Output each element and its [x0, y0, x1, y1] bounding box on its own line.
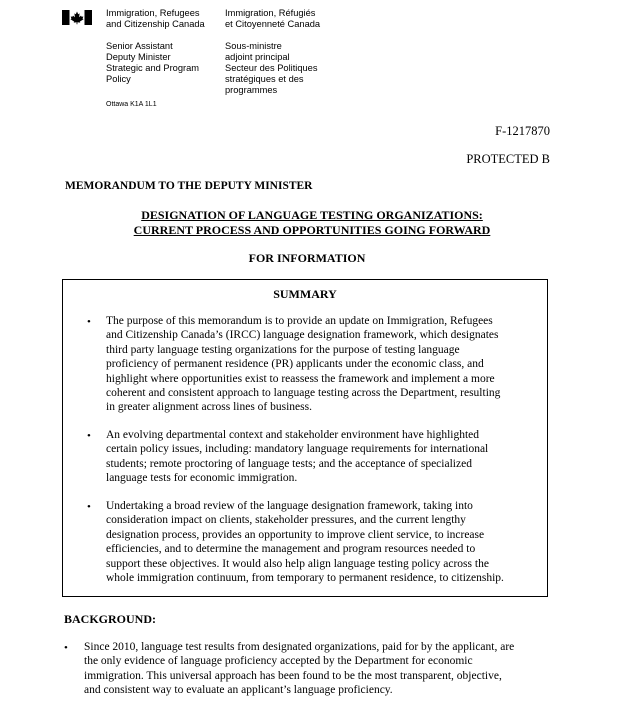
bullet-icon: •	[64, 642, 68, 654]
sender-title-en: Senior Assistant Deputy Minister Strategic and Program Policy	[106, 41, 200, 84]
summary-box	[62, 279, 548, 597]
memo-subject: DESIGNATION OF LANGUAGE TESTING ORGANIZATIONS: CURRENT PROCESS AND OPPORTUNITIES GOING FORWARD	[133, 208, 491, 237]
department-name-en: Immigration, Refugees and Citizenship Canada	[106, 8, 205, 29]
summary-bullet-1: The purpose of this memorandum is to provide an update on Immigration, Refugees and Citizenship Canada’s (IRCC) language designation framework, which designates third party language testing organizations for the purpose of testing language proficiency of permanent residence (PR) applicants under the economic class, and highlight where opportunities exist to reassess the framework and implement a more coherent and consistent approach to language testing across the Department, resulting in greater alignment across lines of business.	[106, 315, 501, 414]
summary-heading: SUMMARY	[273, 287, 337, 301]
office-address: Ottawa K1A 1L1	[106, 101, 157, 108]
summary-bullet-2: An evolving departmental context and stakeholder environment have highlighted certain policy issues, including: mandatory language requirements for international students; remote proctoring of language tests; and the acceptance of specialized language tests for economic immigration.	[106, 429, 489, 485]
file-number: F-1217870	[495, 124, 550, 138]
bullet-icon: •	[87, 501, 91, 513]
canada-flag-icon	[62, 10, 92, 25]
background-heading: BACKGROUND:	[64, 612, 156, 626]
bullet-icon: •	[87, 430, 91, 442]
security-classification: PROTECTED B	[466, 152, 550, 166]
bullet-icon: •	[87, 316, 91, 328]
background-bullet-1: Since 2010, language test results from designated organizations, paid for by the applicant, are the only evidence of language proficiency accepted by the Department for economic immigration. This universal approach has been found to be the most transparent, objective, and consistent way to evaluate an applicant’s language proficiency.	[84, 641, 515, 697]
memo-recipient: MEMORANDUM TO THE DEPUTY MINISTER	[65, 180, 313, 192]
department-name-fr: Immigration, Réfugiés et Citoyenneté Canada	[225, 8, 321, 29]
sender-title-fr: Sous-ministre adjoint principal Secteur des Politiques stratégiques et des programmes	[225, 41, 318, 95]
summary-bullet-3: Undertaking a broad review of the language designation framework, taking into consideration impact on clients, stakeholder pressures, and the current lengthy designation process, provides an opportunity to improve client service, to increase efficiencies, and to determine the management and program resources needed to support these objectives. It would also help align language testing policy across the whole immigration continuum, from temporary to permanent residence, to citizenship.	[106, 500, 504, 585]
memo-purpose: FOR INFORMATION	[248, 251, 366, 265]
